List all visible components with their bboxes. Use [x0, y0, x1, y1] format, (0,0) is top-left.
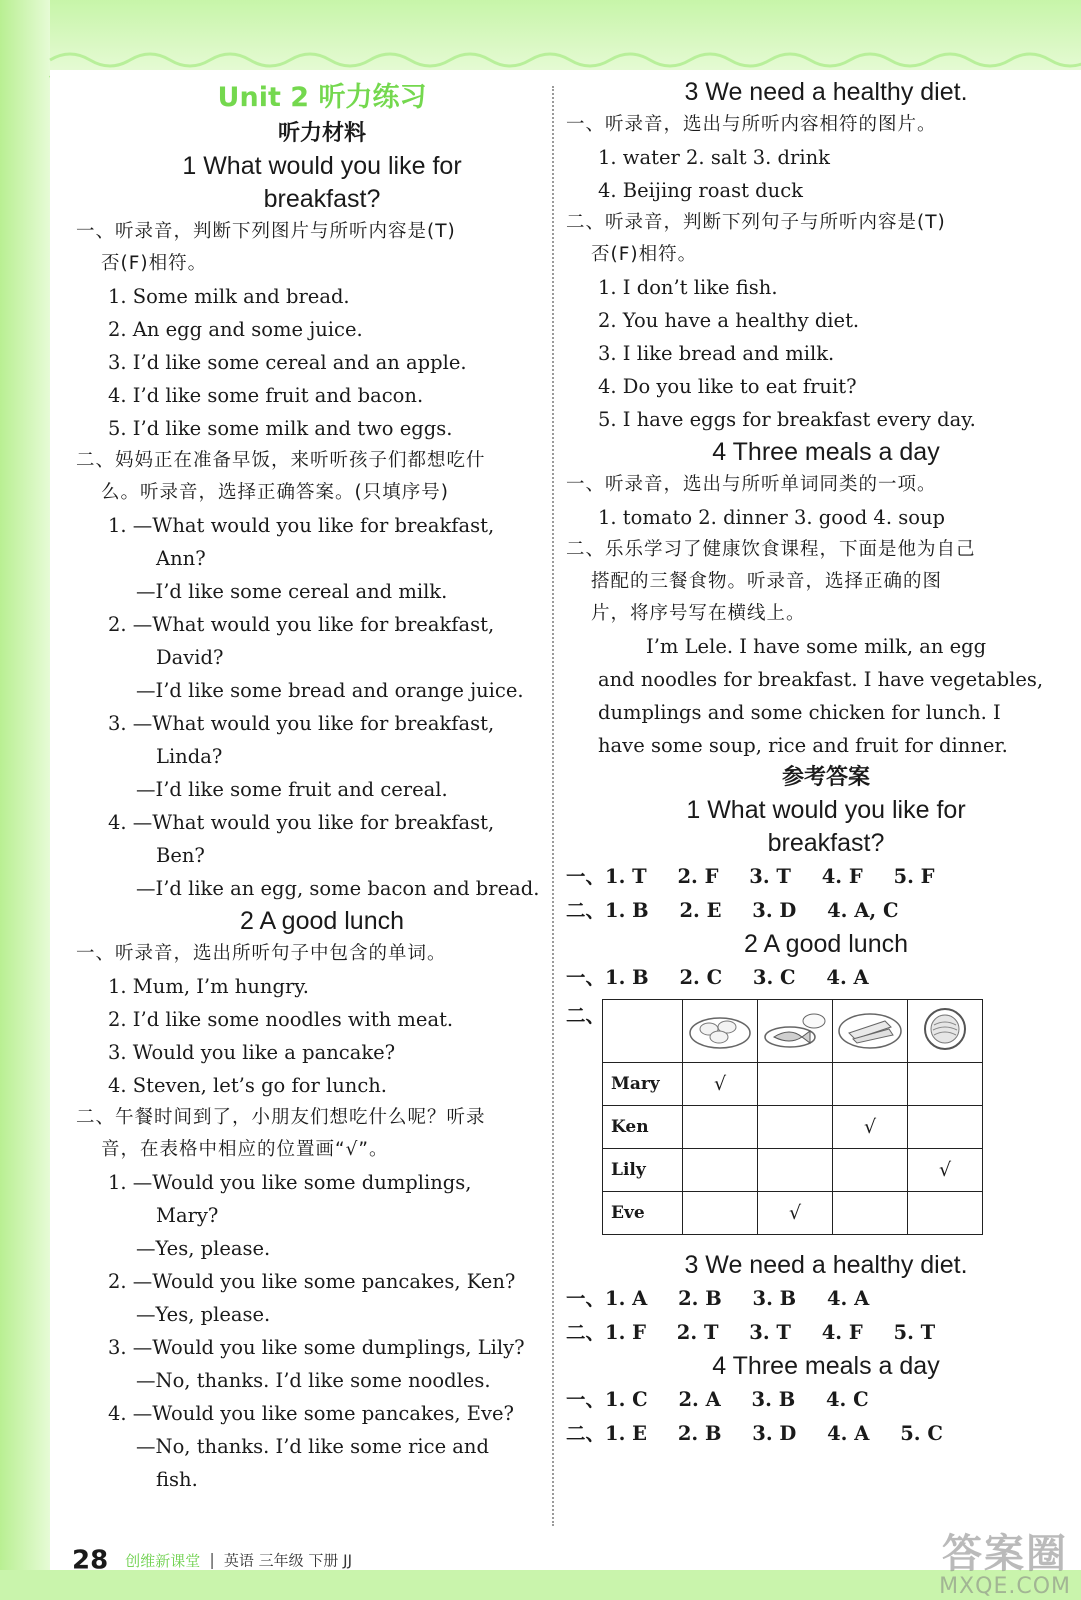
- page-number: 28: [72, 1545, 109, 1576]
- answer-row: [566, 1316, 1081, 1350]
- dialog-question-cont: Linda?: [156, 745, 223, 768]
- passage-line: and noodles for breakfast. I have vegetables,: [598, 668, 1044, 691]
- instruction-line: 否(F)相符。: [591, 244, 698, 265]
- dialog-answer: —Yes, please.: [136, 1303, 271, 1326]
- answer-row: [566, 1383, 1081, 1417]
- answer: 5. T: [893, 1321, 936, 1344]
- dialog-question-cont: Ben?: [156, 844, 205, 867]
- footer-separator: |: [209, 1550, 215, 1569]
- dialog-question-cont: David?: [156, 646, 224, 669]
- list-item: 5. I’d like some milk and two eggs.: [108, 417, 453, 440]
- table-row: [603, 1192, 983, 1235]
- answer: 二、1. F: [566, 1321, 646, 1344]
- lesson3-part1-instruction: 一、听录音，选出与所听内容相符的图片。: [566, 114, 937, 135]
- list-item: 1. I don’t like fish.: [598, 276, 778, 299]
- answer: 4. A, C: [827, 899, 899, 922]
- dialog-question: 2. —Would you like some pancakes, Ken?: [108, 1270, 516, 1293]
- dumplings-icon: [683, 1000, 758, 1063]
- list-item: 2. I’d like some noodles with meat.: [108, 1008, 454, 1031]
- list-item: 3. I like bread and milk.: [598, 342, 835, 365]
- row-name: Eve: [603, 1192, 683, 1235]
- table-row: [603, 1063, 983, 1106]
- answer: 4. F: [821, 865, 863, 888]
- instruction-line: 搭配的三餐食物。听录音，选择正确的图: [591, 571, 943, 592]
- answer: 3. T: [749, 865, 791, 888]
- passage-line: I’m Lele. I have some milk, an egg: [646, 635, 987, 658]
- lesson2-part2-instruction: [76, 1102, 568, 1166]
- answer: 2. B: [677, 1422, 722, 1445]
- dialog-question: 3. —Would you like some dumplings, Lily?: [108, 1336, 525, 1359]
- lesson3-part2-instruction: [566, 207, 1081, 271]
- page-footer: [72, 1542, 352, 1578]
- lesson1-title-line2: breakfast?: [263, 185, 381, 213]
- row-name: Mary: [603, 1063, 683, 1106]
- lesson4-part1-instruction: 一、听录音，选出与所听单词同类的一项。: [566, 474, 937, 495]
- list-item: 1. water 2. salt 3. drink: [598, 146, 830, 169]
- answers-l2-title: 2 A good lunch: [743, 930, 909, 958]
- watermark-logo: [939, 1532, 1071, 1598]
- dialog-answer: —Yes, please.: [136, 1237, 271, 1260]
- dialog-answer: —I’d like an egg, some bacon and bread.: [136, 877, 540, 900]
- dialog-answer: —I’d like some cereal and milk.: [136, 580, 448, 603]
- dialog-answer-cont: fish.: [156, 1468, 198, 1491]
- instruction-line: 二、听录音，判断下列句子与所听内容是(T): [566, 212, 946, 233]
- answer-row: [566, 860, 1081, 894]
- list-item: 3. Would you like a pancake?: [108, 1041, 396, 1064]
- answer: 2. C: [679, 966, 723, 989]
- answer: 4. F: [821, 1321, 863, 1344]
- instruction-line: 二、乐乐学习了健康饮食课程，下面是他为自己: [566, 539, 976, 560]
- answer: 2. T: [676, 1321, 719, 1344]
- lesson3-title: 3 We need a healthy diet.: [684, 78, 968, 106]
- answer: 3. D: [752, 899, 797, 922]
- pancakes-icon: [833, 1000, 908, 1063]
- answer: 4. A: [826, 1287, 870, 1310]
- answer: 4. A: [827, 1422, 870, 1445]
- check-cell: √: [833, 1106, 908, 1149]
- dialog-question-cont: Ann?: [156, 547, 206, 570]
- list-item: 4. Do you like to eat fruit?: [598, 375, 857, 398]
- page-content: [50, 70, 1081, 1570]
- answers-l4-title: 4 Three meals a day: [712, 1352, 940, 1380]
- list-item: 1. Some milk and bread.: [108, 285, 350, 308]
- dialog-question-cont: Mary?: [156, 1204, 219, 1227]
- book-info: 英语 三年级 下册 JJ: [223, 1551, 353, 1570]
- lesson4-title: 4 Three meals a day: [712, 438, 940, 466]
- list-item: 3. I’d like some cereal and an apple.: [108, 351, 467, 374]
- table-row: [603, 1149, 983, 1192]
- unit-title: Unit 2 听力练习: [217, 82, 427, 113]
- dialog-question: 1. —Would you like some dumplings,: [108, 1171, 472, 1194]
- check-cell: √: [758, 1192, 833, 1235]
- passage-line: dumplings and some chicken for lunch. I: [598, 701, 1001, 724]
- dialog-question: 2. —What would you like for breakfast,: [108, 613, 495, 636]
- row-name: Ken: [603, 1106, 683, 1149]
- watermark-url: MXQE.COM: [939, 1574, 1071, 1599]
- check-cell: [683, 1106, 758, 1149]
- check-cell: [758, 1106, 833, 1149]
- check-cell: √: [908, 1149, 983, 1192]
- check-cell: [683, 1192, 758, 1235]
- answer-row: [566, 1282, 1081, 1316]
- check-cell: [833, 1149, 908, 1192]
- instruction-line: 否(F)相符。: [101, 253, 208, 274]
- dialog-answer: —I’d like some bread and orange juice.: [136, 679, 524, 702]
- instruction-line: 二、午餐时间到了，小朋友们想吃什么呢？听录: [76, 1107, 486, 1128]
- dialog-answer: —No, thanks. I’d like some noodles.: [136, 1369, 491, 1392]
- answer: 3. B: [752, 1287, 797, 1310]
- answer: 2. E: [679, 899, 722, 922]
- check-cell: [683, 1149, 758, 1192]
- answer: 4. A: [826, 966, 869, 989]
- answer-table: [602, 999, 983, 1235]
- list-item: 4. I’d like some fruit and bacon.: [108, 384, 424, 407]
- left-column: [76, 70, 568, 1496]
- answer: 二、1. E: [566, 1422, 648, 1445]
- dialog-question: 4. —Would you like some pancakes, Eve?: [108, 1402, 514, 1425]
- instruction-line: 音，在表格中相应的位置画“√”。: [101, 1139, 389, 1160]
- answers-l1-title-line2: breakfast?: [767, 829, 885, 857]
- check-cell: [833, 1192, 908, 1235]
- answer: 2. A: [678, 1388, 721, 1411]
- answer: 一、1. B: [566, 966, 649, 989]
- dialog-answer: —I’d like some fruit and cereal.: [136, 778, 448, 801]
- answer: 3. T: [749, 1321, 791, 1344]
- instruction-line: 二、妈妈正在准备早饭，来听听孩子们都想吃什: [76, 450, 486, 471]
- lesson1-part2-instruction: [76, 445, 568, 509]
- answer: 3. C: [752, 966, 796, 989]
- check-cell: [908, 1106, 983, 1149]
- answer: 一、1. C: [566, 1388, 648, 1411]
- check-cell: [908, 1063, 983, 1106]
- lesson1-title-line1: 1 What would you like for: [182, 152, 462, 180]
- fish-rice-icon: [758, 1000, 833, 1063]
- passage-line: have some soup, rice and fruit for dinner.: [598, 734, 1008, 757]
- answer: 二、1. B: [566, 899, 649, 922]
- answers-title: 参考答案: [781, 765, 870, 790]
- table-row: [603, 1106, 983, 1149]
- table-corner-cell: [603, 1000, 683, 1063]
- list-item: 2. You have a healthy diet.: [598, 309, 860, 332]
- list-item: 1. tomato 2. dinner 3. good 4. soup: [598, 506, 946, 529]
- dialog-question: 4. —What would you like for breakfast,: [108, 811, 495, 834]
- answer-row: [566, 961, 1081, 995]
- answer: 一、1. A: [566, 1287, 648, 1310]
- answer-row: [566, 1417, 1081, 1451]
- answer: 4. C: [825, 1388, 869, 1411]
- list-item: 4. Steven, let’s go for lunch.: [108, 1074, 387, 1097]
- answers-l1-title-line1: 1 What would you like for: [686, 796, 966, 824]
- answer: 3. D: [752, 1422, 797, 1445]
- check-cell: √: [683, 1063, 758, 1106]
- lesson2-part1-instruction: 一、听录音，选出所听句子中包含的单词。: [76, 943, 447, 964]
- answer-table-block: [566, 999, 1081, 1235]
- dialog-question: 3. —What would you like for breakfast,: [108, 712, 495, 735]
- right-column: [566, 70, 1081, 1451]
- answer: 2. F: [677, 865, 719, 888]
- answer: 3. B: [751, 1388, 796, 1411]
- answer-table-label: 二、: [566, 1004, 606, 1027]
- instruction-line: 片，将序号写在横线上。: [591, 603, 806, 624]
- list-item: 5. I have eggs for breakfast every day.: [598, 408, 976, 431]
- section-title: 听力材料: [277, 121, 366, 146]
- instruction-line: 么。听录音，选择正确答案。(只填序号): [101, 482, 449, 503]
- answer: 5. C: [900, 1422, 943, 1445]
- dialog-question: 1. —What would you like for breakfast,: [108, 514, 495, 537]
- check-cell: [758, 1149, 833, 1192]
- noodles-icon: [908, 1000, 983, 1063]
- answer: 5. F: [893, 865, 935, 888]
- answer: 一、1. T: [566, 865, 647, 888]
- lesson2-title: 2 A good lunch: [239, 907, 405, 935]
- answer-row: [566, 894, 1081, 928]
- table-header-row: [603, 1000, 983, 1063]
- answers-l3-title: 3 We need a healthy diet.: [684, 1251, 968, 1279]
- watermark-text: 答案圈: [942, 1531, 1069, 1577]
- lesson4-part2-instruction: [566, 534, 1081, 630]
- instruction-line: 一、听录音，判断下列图片与所听内容是(T): [76, 221, 456, 242]
- list-item: 2. An egg and some juice.: [108, 318, 363, 341]
- list-item: 1. Mum, I’m hungry.: [108, 975, 309, 998]
- list-item: 4. Beijing roast duck: [598, 179, 803, 202]
- book-name: 创维新课堂: [125, 1551, 201, 1570]
- answer: 2. B: [678, 1287, 722, 1310]
- decorative-frame-left: [0, 0, 50, 1600]
- row-name: Lily: [603, 1149, 683, 1192]
- check-cell: [908, 1192, 983, 1235]
- dialog-answer: —No, thanks. I’d like some rice and: [136, 1435, 489, 1458]
- check-cell: [833, 1063, 908, 1106]
- lesson1-part1-instruction: [76, 216, 568, 280]
- check-cell: [758, 1063, 833, 1106]
